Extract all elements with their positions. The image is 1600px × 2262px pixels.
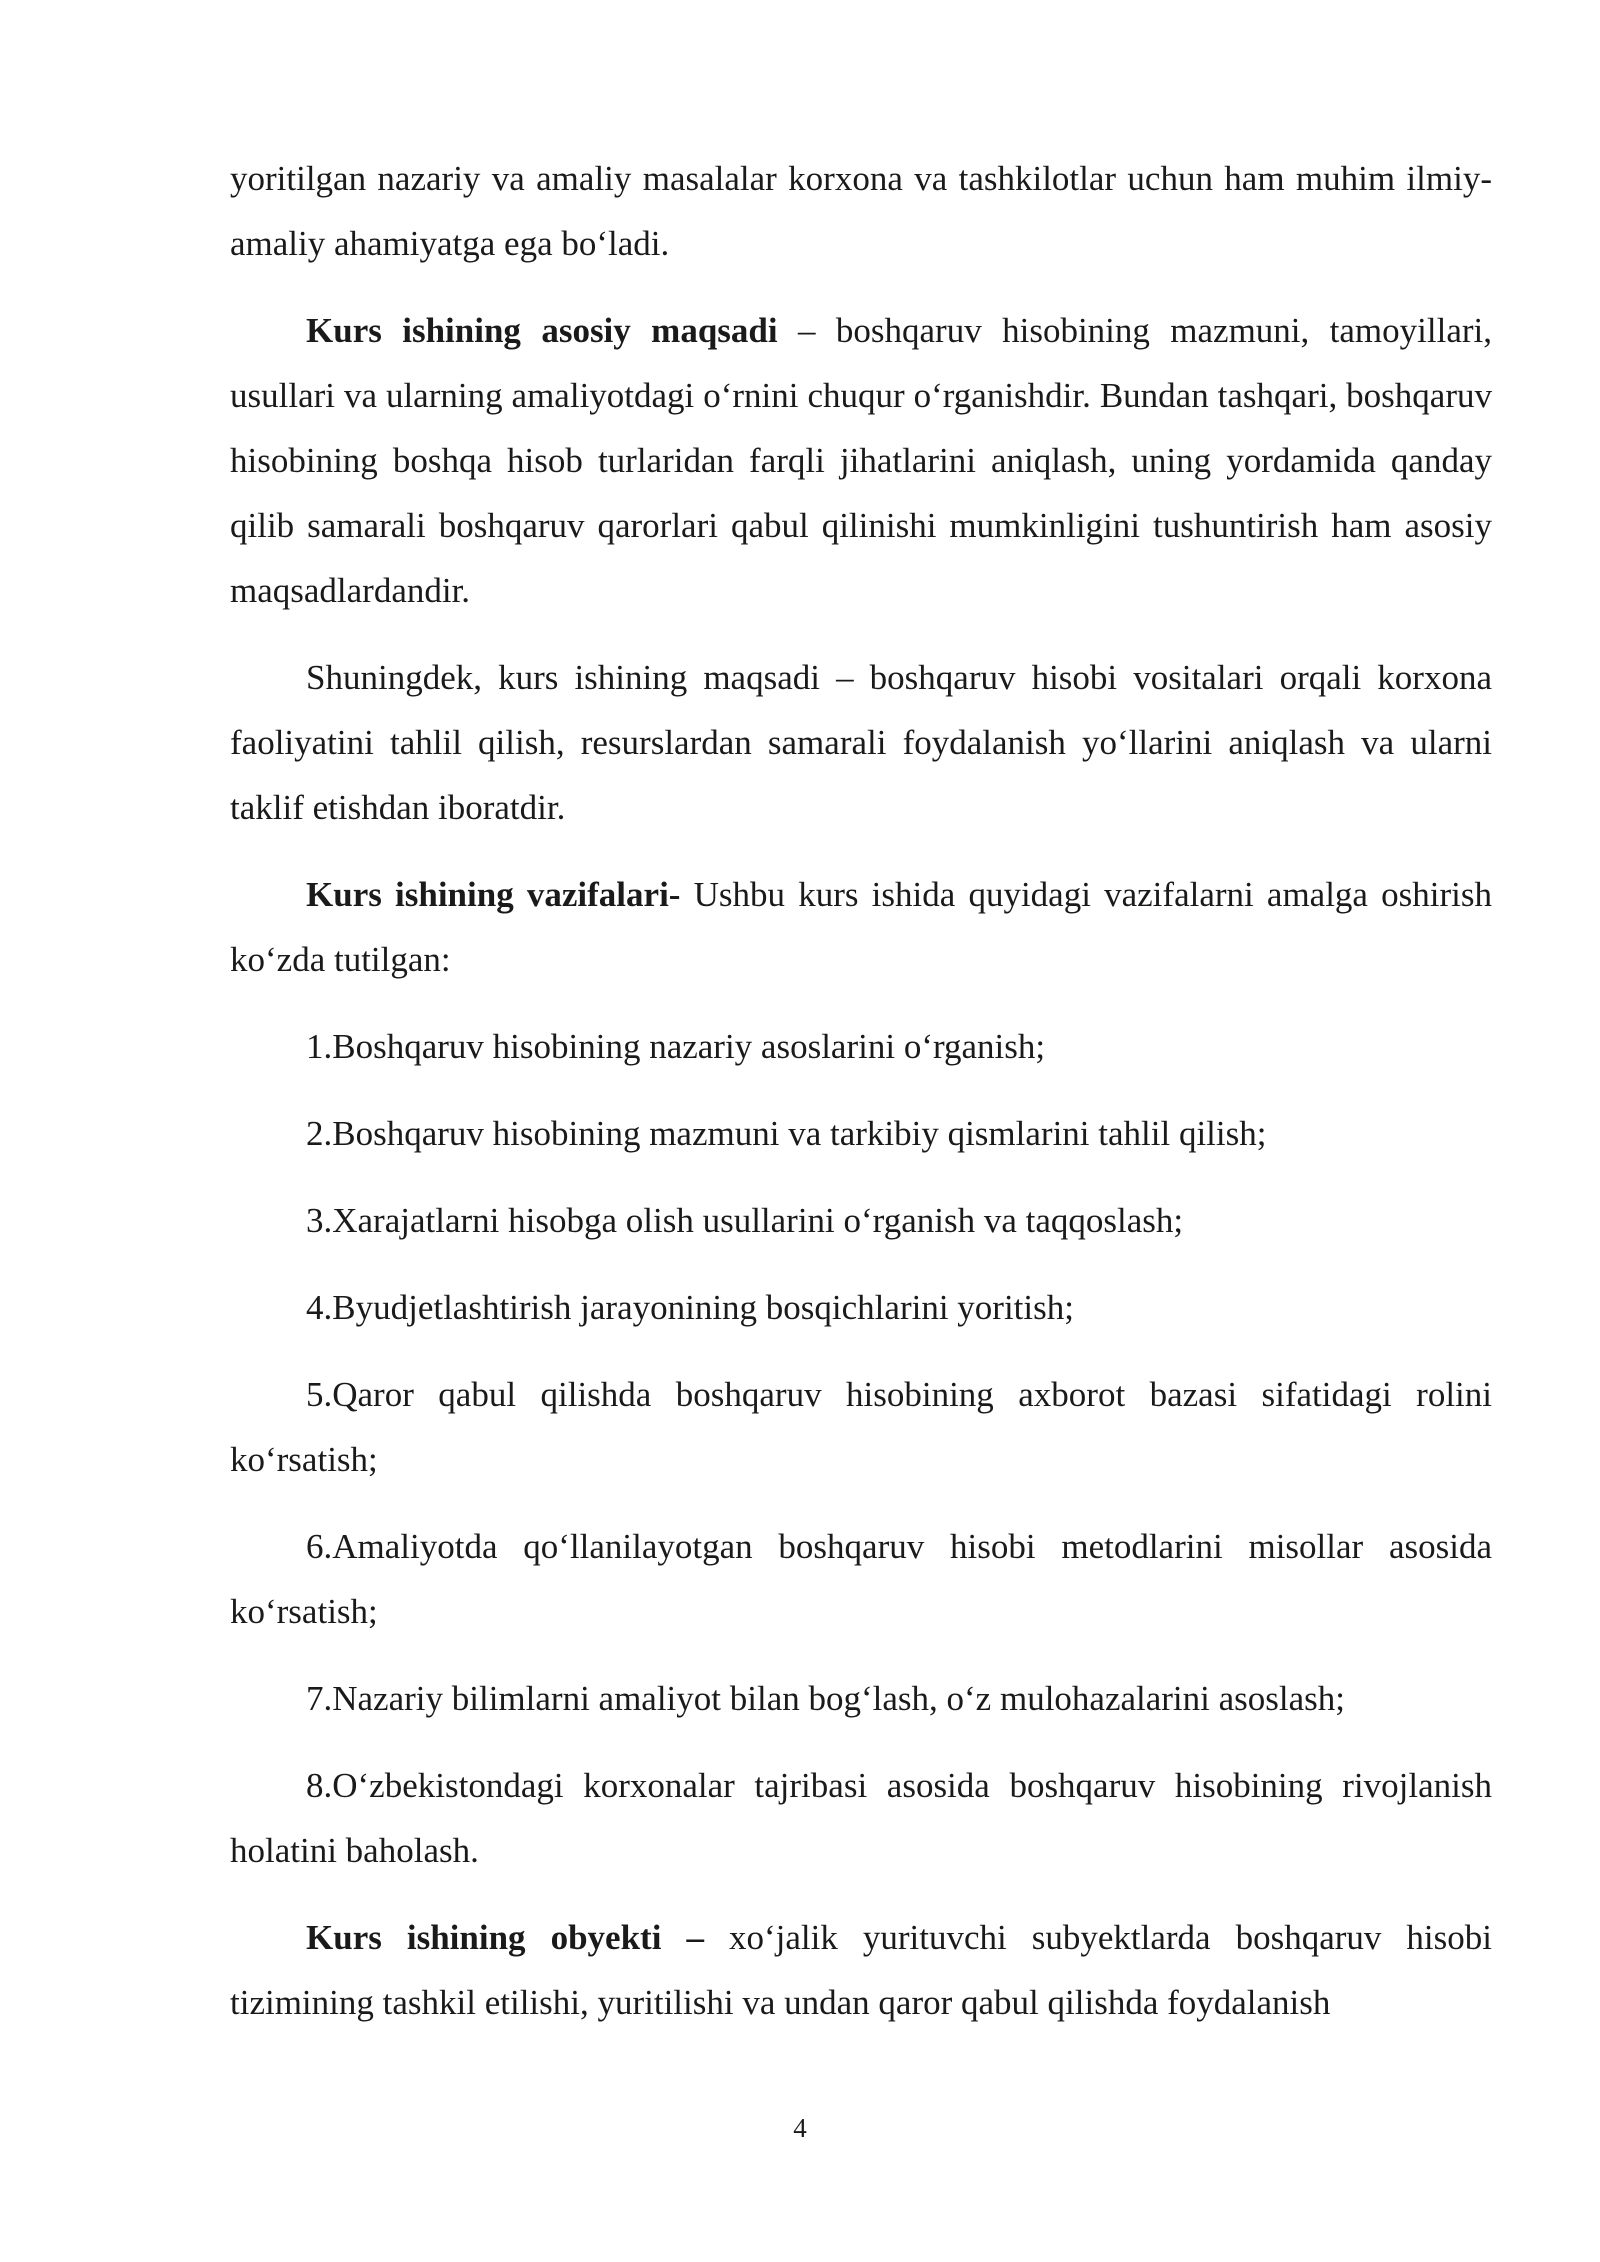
document-body <box>230 146 1492 2057</box>
task-item-7: 7.Nazariy bilimlarni amaliyot bilan bog‘lash, o‘z mulohazalarini asoslash; <box>306 1679 1346 1718</box>
task-item-6: 6.Amaliyotda qo‘llanilayotgan boshqaruv hisobi metodlarini misollar asosida ko‘rsatish; <box>230 1527 1492 1631</box>
paragraph-tasks-intro <box>230 862 1492 992</box>
object-text: xo‘jalik yurituvchi subyektlarda boshqaruv hisobi tizimining tashkil etilishi, yuritilishi va undan qaror qabul qilishda foydalanish <box>230 1918 1492 2022</box>
tasks-intro-text: Ushbu kurs ishida quyidagi vazifalarni amalga oshirish ko‘zda tutilgan: <box>230 875 1492 979</box>
task-item-2: 2.Boshqaruv hisobining mazmuni va tarkibiy qismlarini tahlil qilish; <box>306 1114 1267 1153</box>
object-heading: Kurs ishining obyekti – <box>306 1918 704 1957</box>
paragraph-goal-additional: Shuningdek, kurs ishining maqsadi – boshqaruv hisobi vositalari orqali korxona faoliyatini tahlil qilish, resurslardan samarali foydalanish yo‘llarini aniqlash va ularni taklif etishdan iboratdir. <box>230 658 1492 827</box>
task-item-4: 4.Byudjetlashtirish jarayonining bosqichlarini yoritish; <box>306 1288 1074 1327</box>
task-item-3: 3.Xarajatlarni hisobga olish usullarini o‘rganish va taqqoslash; <box>306 1201 1184 1240</box>
main-goal-text: – boshqaruv hisobining mazmuni, tamoyillari, usullari va ularning amaliyotdagi o‘rnini chuqur o‘rganishdir. Bundan tashqari, boshqaruv hisobining boshqa hisob turlaridan farqli jihatlarini aniqlash, uning yordamida qanday qilib samarali boshqaruv qarorlari qabul qilinishi mumkinligini tushuntirish ham asosiy maqsadlardandir. <box>230 311 1492 610</box>
paragraph-main-goal <box>230 298 1492 623</box>
tasks-heading: Kurs ishining vazifalari- <box>306 875 681 914</box>
task-item-8: 8.O‘zbekistondagi korxonalar tajribasi asosida boshqaruv hisobining rivojlanish holatini baholash. <box>230 1766 1492 1870</box>
paragraph-intro-continuation: yoritilgan nazariy va amaliy masalalar korxona va tashkilotlar uchun ham muhim ilmiy-amaliy ahamiyatga ega bo‘ladi. <box>230 159 1492 263</box>
task-item-5: 5.Qaror qabul qilishda boshqaruv hisobining axborot bazasi sifatidagi rolini ko‘rsatish; <box>230 1375 1492 1479</box>
main-goal-heading: Kurs ishining asosiy maqsadi <box>306 311 778 350</box>
paragraph-object <box>230 1905 1492 2035</box>
task-item-1: 1.Boshqaruv hisobining nazariy asoslarini o‘rganish; <box>306 1027 1046 1066</box>
page-number: 4 <box>793 2113 807 2143</box>
